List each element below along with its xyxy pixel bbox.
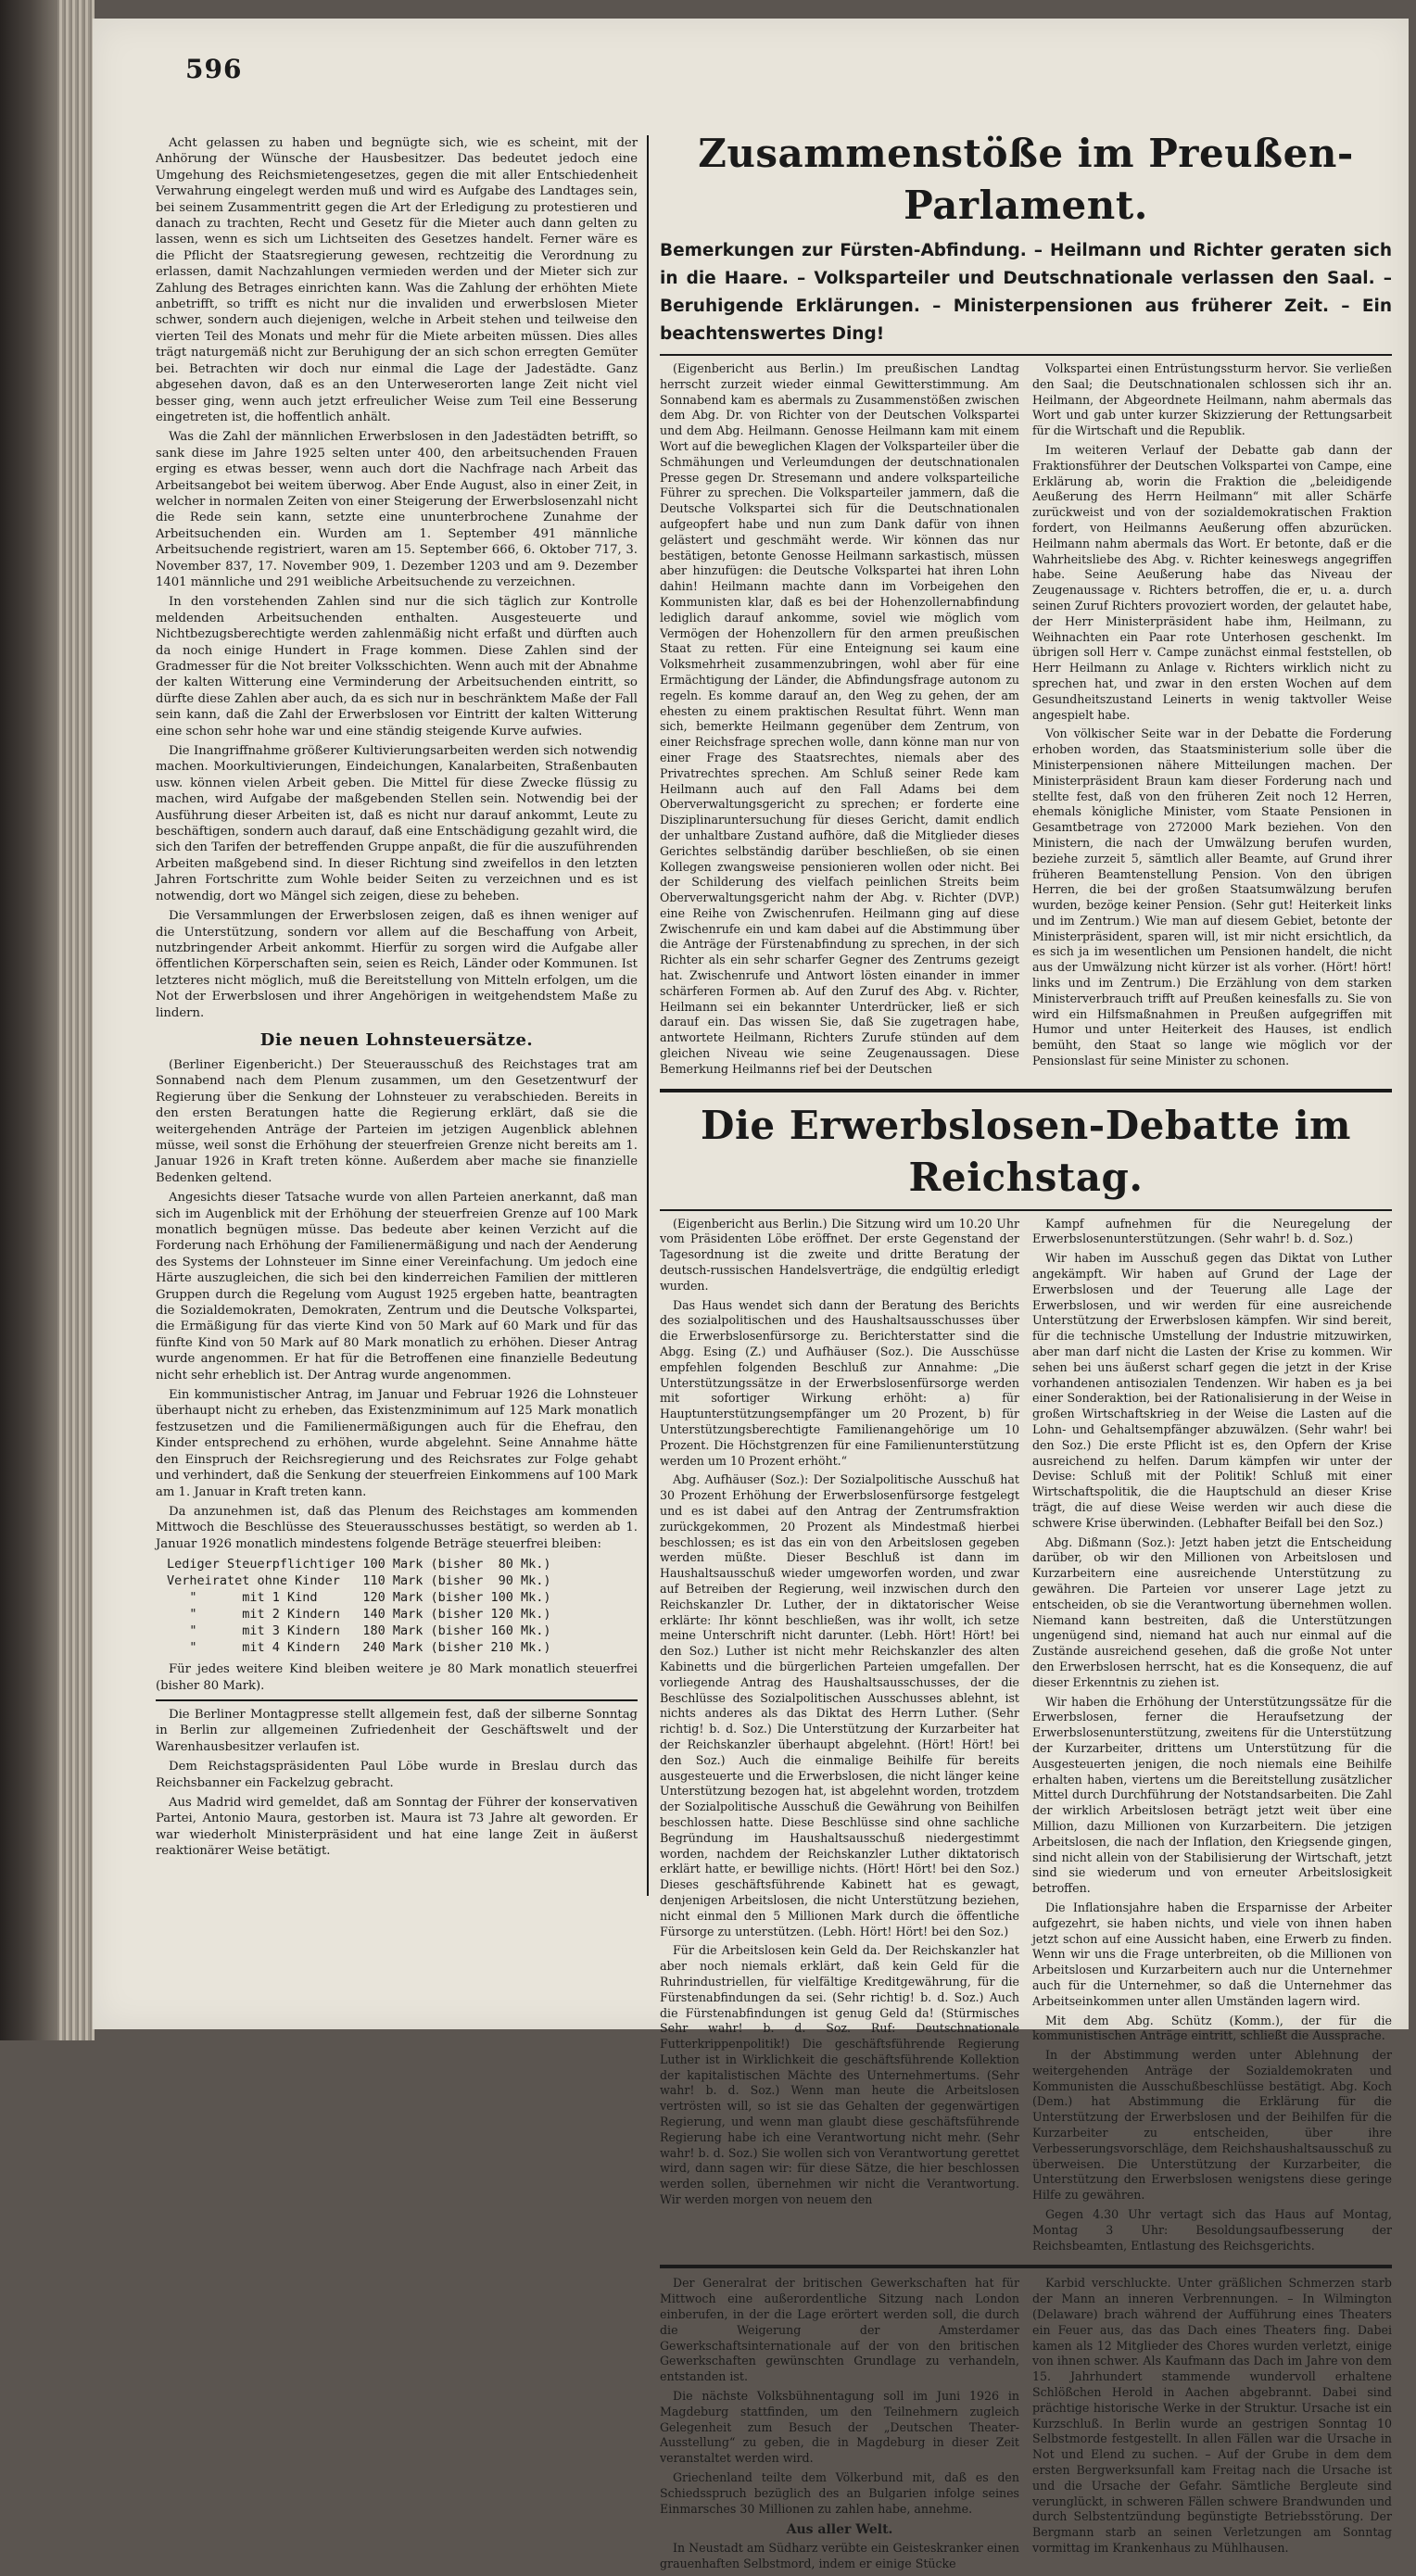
- paragraph: Für die Arbeitslosen kein Geld da. Der Reichskanzler hat aber noch niemals erklärt, daß kein Geld für die Ruhrindustriellen, für vielfältige Kreditgewährung, für die Fürstenabfindungen da sei. (Sehr richtig! b. d. Soz.) Auch die Fürstenabfindungen ist genug Geld da! (Stürmisches Sehr wahr! b. d. Soz. Ruf: Deutschnationale Futterkrippenpolitik!) Die geschäftsführende Regierung Luther ist in Wirklichkeit die geschäftsführende Kollektion der kapitalistischen Mächte des Unternehmertums. (Sehr wahr! b. d. Soz.) Wenn man heute die Arbeitslosen vertrösten will, so ist sie das Gehalten der gegenwärtigen Regierung, und wenn man glaubt diese geschäftsführende Regierung habe ich eine Verantwortung nicht mehr. (Sehr wahr! b. d. Soz.) Sie wollen sich von Verantwortung gerettet wird, dann sagen wir: für diese Sätze, die hier beschlossen werden sollen, übernehmen wir nicht die Verantwortung. Wir werden morgen von neuem den: [660, 1943, 1019, 2207]
- paragraph: (Eigenbericht aus Berlin.) Die Sitzung wird um 10.20 Uhr vom Präsidenten Löbe eröffnet. Der erste Gegenstand der Tagesordnung ist die zweite und dritte Beratung der deutsch-russischen Handelsverträge, die endgültig erledigt wurden.: [660, 1216, 1019, 1293]
- news-briefs: [660, 2276, 1392, 2576]
- paragraph: Da anzunehmen ist, daß das Plenum des Reichstages am kommenden Mittwoch die Beschlüsse des Steuerausschusses bestätigt, so werden ab 1. Januar 1926 monatlich mindestens folgende Beträge steuerfrei bleiben:: [156, 1504, 638, 1551]
- paragraph: Volkspartei einen Entrüstungssturm hervor. Sie verließen den Saal; die Deutschnationalen schlossen sich ihr an. Heilmann, der Abgeordnete Heilmann, nahm abermals das Wort und gab unter kurzer Skizzierung der Rettungsarbeit für die Wirtschaft und die Republik.: [1032, 361, 1392, 438]
- lohnsteuer-title: Die neuen Lohnsteuersätze.: [259, 1029, 534, 1050]
- tax-table-row: " mit 4 Kindern 240 Mark (bisher 210 Mk.): [167, 1640, 551, 1656]
- page-number: 596: [185, 54, 243, 84]
- tax-table: [167, 1556, 638, 1656]
- article-preussen-col1: [660, 361, 1019, 1081]
- news-briefs-col1: [660, 2276, 1019, 2576]
- tax-table-row: " mit 1 Kind 120 Mark (bisher 100 Mk.): [167, 1590, 551, 1606]
- news-briefs-col2: [1032, 2276, 1392, 2576]
- article-erwerbslose-col1: [660, 1217, 1019, 2258]
- news-item: Der Generalrat der britischen Gewerkschaften hat für Mittwoch eine außerordentliche Sitzung nach London einberufen, in der die Lage erörtert werden soll, die durch die Weigerung der Amsterdamer Gewerkschaftsinternationale auf der von den britischen Gewerkschaften gewünschten Grundlage zu verhandeln, entstanden ist.: [660, 2276, 1019, 2384]
- paragraph: Mit dem Abg. Schütz (Komm.), der für die kommunistischen Anträge eintritt, schließt die Aussprache.: [1032, 2013, 1392, 2043]
- paragraph: Die Inflationsjahre haben die Ersparnisse der Arbeiter aufgezehrt, sie haben nichts, und viele von ihnen haben jetzt schon auf eine Aussicht haben, eine Erwerb zu finden. Wenn wir uns die Frage unterbreiten, ob die Millionen von Arbeitslosen und Kurzarbeitern auch nur die Unternehmer auch für die Unternehmer, so daß die Unternehmer das Arbeitseinkommen unter allen Umständen lagern wird.: [1032, 1900, 1392, 2008]
- news-item: Die Berliner Montagpresse stellt allgemein fest, daß der silberne Sonntag in Berlin zur allgemeinen Zufriedenheit der Geschäftswelt und der Warenhausbesitzer verlaufen ist.: [156, 1707, 638, 1754]
- paragraph: In den vorstehenden Zahlen sind nur die sich täglich zur Kontrolle meldenden Arbeitsuchenden enthalten. Ausgesteuerte und Nichtbezugsberechtigte werden zahlenmäßig nicht erfaßt und dürften auch da noch einige Hundert in Frage kommen. Diese Zahlen sind der Gradmesser für die Not breiter Volksschichten. Wenn auch mit der Abnahme der kalten Witterung eine Verminderung der Arbeitsuchenden eintritt, so dürfte diese Zahlen aber auch, da es sich nur in beschränktem Maße der Fall sein kann, daß die Zahl der Erwerbslosen vor Eintritt der kalten Witterung eine schon sehr hohe war und eine ständig steigende Kurve aufwies.: [156, 595, 638, 739]
- tax-table-row: " mit 3 Kindern 180 Mark (bisher 160 Mk.): [167, 1623, 551, 1639]
- news-item: Karbid verschluckte. Unter gräßlichen Schmerzen starb der Mann an inneren Verbrennungen. – In Wilmington (Delaware) brach während der Aufführung eines Theaters ein Feuer aus, das das Dach eines Theaters fing. Dabei kamen als 12 Mitglieder des Chores wurden verletzt, einige von ihnen schwer. Als Kaufmann das Dach im Jahre von dem 15. Jahrhundert stammende wundervoll erhaltene Schlößchen Herold in Aachen abgebrannt. Dabei sind prächtige historische Werke in der Struktur. Ursache ist ein Kurzschluß. In Berlin wurde an gestrigen Sonntag 10 Selbstmorde festgestellt. In allen Fällen war die Ursache in Not und Elend zu suchen. – Auf der Grube in dem dem ersten Bergwerksunfall kam Freitag nach die Ursache ist und die Ursache der Gefahr. Sämtliche Bergleute sind verunglückt, in schweren Fällen schwere Brandwunden und durch Selbstentzündung begünstigte Betriebsstörung. Der Bergmann starb an seinen Verletzungen am Sonntag vormittag im Krankenhaus zu Mühlhausen.: [1032, 2276, 1392, 2555]
- article-preussen: [660, 361, 1392, 1081]
- news-item: Dem Reichstagspräsidenten Paul Löbe wurde in Breslau durch das Reichsbanner ein Fackelzug gebracht.: [156, 1760, 638, 1790]
- paragraph: Wir haben im Ausschuß gegen das Diktat von Luther angekämpft. Wir haben auf Grund der Lage der Erwerbslosen und der Teuerung alle Lage der Erwerbslosen, und wir werden für eine ausreichende Unterstützung der Erwerbslosen kämpfen. Wir sind bereit, für die technische Umstellung der Industrie mitzuwirken, aber man darf nicht die Lasten der Krise zu kommen. Wir sehen bei uns äußerst scharf gegen die jetzt in der Krise vorhandenen antisozialen Tendenzen. Wir haben es ja bei einer Sonderaktion, bei der Rationalisierung in der Weise in großen Wirtschaftskrieg in der Weise die Lasten auf die Lohn- und Gehaltsempfänger abzuwälzen. (Sehr wahr! bei den Soz.) Die erste Pflicht ist es, den Opfern der Krise ausreichend zu helfen. Darum kämpfen wir unter der Devise: Schluß mit der Politik! Schluß mit einer Wirtschaftspolitik, die die Hauptschuld an dieser Krise trägt, die auf diese Weise werden wir auch diese die schwere Krise überwinden. (Lebhafter Beifall bei den Soz.): [1032, 1251, 1392, 1530]
- aus-aller-welt-text: In Neustadt am Südharz verübte ein Geisteskranker einen grauenhaften Selbstmord, indem er einige Stücke: [660, 2541, 1019, 2571]
- paragraph: Die Versammlungen der Erwerbslosen zeigen, daß es ihnen weniger auf die Unterstützung, sondern vor allem auf die Beschaffung von Arbeit, nutzbringender Arbeit ankommt. Hierfür zu sorgen wird die Aufgabe aller öffentlichen Körperschaften sein, seien es Reich, Länder oder Kommunen. Ist letzteres nicht möglich, muß die Bereitstellung von Mitteln erfolgen, um die Not der Erwerbslosen und ihrer Angehörigen in weitgehendstem Maße zu lindern.: [156, 909, 638, 1020]
- book-binding: [0, 0, 57, 2040]
- paragraph: Acht gelassen zu haben und begnügte sich, wie es scheint, mit der Anhörung der Wünsche der Hausbesitzer. Das bedeutet jedoch eine Umgehung des Reichsmietengesetzes, gegen die mit aller Entschiedenheit Verwahrung eingelegt werden muß und wird es Aufgabe des Landtages sein, bei seinem Zusammentritt gegen die Art der Erledigung zu protestieren und danach zu trachten, Recht und Gesetz für die Mieter auch dann gelten zu lassen, wenn es sich um Lichtseiten des Gesetzes handelt. Ferner wäre es die Pflicht der Staatsregierung gewesen, rechtzeitig die Verordnung zu erlassen, damit Nachzahlungen vermieden werden und der Mieter sich zur Zahlung des Betrages einrichten kann. Was die Zahlung der erhöhten Miete anbetrifft, so trifft es nicht nur die invaliden und erwerbslosen Mieter schwer, sondern auch diejenigen, welche in Arbeit stehen und teilweise den vierten Teil des Monats und mehr für die Miete arbeiten müssen. Dies alles trägt naturgemäß nicht zur Beruhigung der an sich schon erregten Gemüter bei. Betrachten wir doch nur einmal die Lage der Jadestädte. Ganz abgesehen davon, daß es an den Unterweserorten lange Zeit nicht viel besser ging, wenn auch jetzt erfreulicher Weise zum Teil eine Besserung eingetreten ist, die hoffentlich anhält.: [156, 136, 638, 424]
- headline-preussen: Zusammenstöße im Preußen-Parlament.: [698, 131, 1354, 228]
- aus-aller-welt-title: Aus aller Welt.: [786, 2522, 893, 2538]
- column-rule: [647, 135, 649, 1896]
- page-edges: [57, 0, 95, 2040]
- paragraph: Das Haus wendet sich dann der Beratung des Berichts des sozialpolitischen und des Haushaltsausschusses über die Erwerbslosenfürsorge zu. Berichterstatter sind die Abgg. Esing (Z.) und Aufhäuser (Soz.). Die Ausschüsse empfehlen folgenden Beschluß zur Annahme: „Die Unterstützungssätze in der Erwerbslosenfürsorge werden mit sofortiger Wirkung erhöht: a) für Hauptunterstützungsempfänger um 20 Prozent, b) für Unterstützungsberechtigte Familienangehörige um 10 Prozent. Die Höchstgrenzen für eine Familienunterstützung werden um 10 Prozent erhöht.“: [660, 1297, 1019, 1468]
- tax-table-row: Lediger Steuerpflichtiger 100 Mark (bisher 80 Mk.): [167, 1557, 551, 1572]
- paragraph: (Eigenbericht aus Berlin.) Im preußischen Landtag herrscht zurzeit wieder einmal Gewitterstimmung. Am Sonnabend kam es abermals zu Zusammenstößen zwischen dem Abg. Dr. von Richter von der Deutschen Volkspartei und dem Abg. Heilmann. Genosse Heilmann kam mit einem Wort auf die beweglichen Klagen der Volksparteiler über die Schmähungen und Verleumdungen der deutschnationalen Presse gegen Dr. Stresemann und andere volksparteiliche Führer zu sprechen. Die Volksparteiler jammern, daß die Deutsche Volkspartei sich für die Deutschnationalen aufgeopfert habe und nun zum Dank dafür von ihnen gelästert und geschmäht werde. Wir können das nur bestätigen, betonte Genosse Heilmann sarkastisch, müssen aber hinzufügen: die Deutsche Volkspartei hat ihren Lohn dahin! Heilmann machte dann im Vorbeigehen den Kommunisten klar, daß es bei der Hohenzollernabfindung lediglich darauf ankomme, soviel wie möglich vom Vermögen der Hohenzollern für den armen preußischen Staat zu retten. Für eine Enteignung sei kaum eine Volksmehrheit zusammenzubringen, wohl aber für eine Ermächtigung der Länder, die Abfindungsfrage autonom zu regeln. Es komme darauf an, den Weg zu gehen, der am ehesten zu einem praktischen Resultat führt. Wenn man sich, bemerkte Heilmann gegenüber dem Zentrum, von einer Reichsfrage sprechen wolle, dann könne man nur von einer Frage des Staatsrechtes, niemals aber des Privatrechtes sprechen. Am Schluß seiner Rede kam Heilmann auch auf den Fall Adams bei dem Oberverwaltungsgericht zu sprechen; er forderte eine Disziplinaruntersuchung für dieses Gericht, damit endlich der unhaltbare Zustand aufhöre, daß die Mitglieder dieses Gerichtes selbständig darüber beschließen, ob sie einen Kollegen zwangsweise pensionieren wollen oder nicht. Bei der Schilderung des vielfach peinlichen Streits beim Oberverwaltungsgericht nahm der Abg. v. Richter (DVP.) eine Reihe von Zwischenrufen. Heilmann ging auf diese Zwischenrufe ein und kam dabei auf die Abstimmung über die Anträge der Fürstenabfindung zu sprechen, in der sich Richter als ein sehr scharfer Gegner des Zentrums gezeigt hat. Zwischenrufe und Antwort lösten einander in immer schärferen Formen ab. Auf den Zuruf des Abg. v. Richter, Heilmann sei ein bekannter Unterdrücker, ließ er sich darauf ein. Das wissen Sie, daß Sie zugetragen habe, antwortete Heilmann, Richters Zurufe stünden auf dem gleichen Niveau wie seine Zeugenaussagen. Diese Bemerkung Heilmanns rief bei der Deutschen: [660, 361, 1019, 1076]
- newspaper-page: [93, 19, 1409, 2571]
- paragraph: Abg. Aufhäuser (Soz.): Der Sozialpolitische Ausschuß hat 30 Prozent Erhöhung der Erwerbslosenfürsorge festgelegt und es ist dabei auf den Antrag der Zentrumsfraktion zurückgekommen, 20 Prozent als Mindestmaß hierbei beschlossen; es ist das ein von den Arbeitslosen gegeben werden müßte. Dieser Beschluß ist dann im Haushaltsausschuß wieder umgeworfen worden, und zwar auf Betreiben der Regierung, weil inzwischen durch den Reichskanzler Dr. Luther, der in diktatorischer Weise erklärte: Ihr könnt beschließen, was ihr wollt, ich setze meine Unterschrift nicht darunter. (Lebh. Hört! Hört! bei den Soz.) Luther ist nicht mehr Reichskanzler des alten Kabinetts und die bürgerlichen Parteien umgefallen. Der vorliegende Antrag des Haushaltsausschusses, der die Beschlüsse des Sozialpolitischen Ausschusses ablehnt, ist nichts anderes als das Diktat des Herrn Luther. (Sehr richtig! b. d. Soz.) Die Unterstützung der Kurzarbeiter hat der Reichskanzler überhaupt abgelehnt. (Hört! Hört! bei den Soz.) Auch die einmalige Beihilfe für bereits ausgesteuerte und die Erwerbslosen, die nicht länger keine Unterstützung bezogen hat, ist abgelehnt worden, trotzdem der Sozialpolitische Ausschuß die Gewährung von Beihilfen beschlossen hatte. Diese Beschlüsse sind ohne sachliche Begründung im Haushaltsausschuß niedergestimmt worden, nachdem der Reichskanzler Luther diktatorisch erklärt hatte, er bewillige nichts. (Hört! Hört! bei den Soz.) Dieses geschäftsführende Kabinett hat es gewagt, denjenigen Arbeitslosen, die nicht Unterstützung beziehen, nicht einmal den 5 Millionen Mark durch die öffentliche Fürsorge zu unterstützen. (Lebh. Hört! Hört! bei den Soz.): [660, 1472, 1019, 1938]
- paragraph: Angesichts dieser Tatsache wurde von allen Parteien anerkannt, daß man sich im Augenblick mit der Erhöhung der steuerfreien Grenze auf 100 Mark monatlich begnügen müsse. Das bedeute aber keinen Verzicht auf die Forderung nach Erhöhung der Familienermäßigung und nach der Aenderung des Systems der Lohnsteuer im Sinne einer Vereinfachung. Um jedoch eine Härte auszugleichen, die sich bei den kinderreichen Familien der mittleren Gruppen durch die Regelung vom August 1925 ergeben hatte, beantragten die Sozialdemokraten, Demokraten, Zentrum und die Deutsche Volkspartei, die Ermäßigung für das vierte Kind von 50 Mark auf 60 Mark und für das fünfte Kind von 50 Mark auf 80 Mark monatlich zu erhöhen. Dieser Antrag wurde angenommen. Er hat für die Betroffenen eine finanzielle Bedeutung nicht sehr erheblich ist. Der Antrag wurde angenommen.: [156, 1191, 638, 1383]
- divider: [660, 354, 1392, 356]
- paragraph: Ein kommunistischer Antrag, im Januar und Februar 1926 die Lohnsteuer überhaupt nicht zu erheben, das Existenzminimum auf 125 Mark monatlich festzusetzen und die Familienermäßigungen auch für die Ehefrau, den Kinder entsprechend zu erhöhen, wurde abgelehnt. Seine Annahme hätte den Einspruch der Reichsregierung und des Reichsrates zur Folge gehabt und verhindert, daß die Senkung der steuerfreien Einkommens auf 100 Mark am 1. Januar in Kraft treten kann.: [156, 1388, 638, 1499]
- divider: [660, 1089, 1392, 1092]
- article-preussen-col2: [1032, 361, 1392, 1081]
- left-column: [156, 135, 638, 1863]
- paragraph: (Berliner Eigenbericht.) Der Steuerausschuß des Reichstages trat am Sonnabend nach dem Plenum zusammen, um den Gesetzentwurf der Regierung über die Senkung der Lohnsteuer zu verabschieden. Bereits in den ersten Beratungen hatte die Regierung erklärt, daß sie die weitergehenden Anträge der Parteien im jetzigen Augenblick ablehnen müsse, weil sonst die Erhöhung der steuerfreien Grenze nicht bereits am 1. Januar 1926 in Kraft treten könne. Außerdem aber mache sie finanzielle Bedenken geltend.: [156, 1057, 638, 1185]
- paragraph: Die Inangriffnahme größerer Kultivierungsarbeiten werden sich notwendig machen. Moorkultivierungen, Eindeichungen, Kanalarbeiten, Straßenbauten usw. können vielen Arbeit geben. Die Mittel für diese Zwecke flüssig zu machen, wird Aufgabe der maßgebenden Stellen sein. Notwendig bei der Ausführung dieser Arbeiten ist, daß es nicht nur darauf ankommt, Leute zu beschäftigen, sondern auch darauf, daß eine Entschädigung gezahlt wird, die sich den Tarifen der betreffenden Gruppe anpaßt, die für die auszuführenden Arbeiten maßgebend sind. In dieser Richtung sind zweifellos in den letzten Jahren Fortschritte zum Wohle beider Seiten zu verzeichnen und es ist notwendig, dort wo Mängel sich zeigen, diese zu beheben.: [156, 744, 638, 903]
- paragraph: Abg. Dißmann (Soz.): Jetzt haben jetzt die Entscheidung darüber, ob wir den Millionen von Arbeitslosen und Kurzarbeitern eine ausreichende Unterstützung zu gewähren. Die Parteien vor unserer Lage jetzt zu entscheiden, ob sie die Verantwortung übernehmen wollen. Niemand kann bestreiten, daß die Unterstützungen ungenügend sind, niemand hat auch nur einmal auf die Zustände ausreichend gesehen, daß die große Not unter den Erwerbslosen herrscht, hat es die Konsequenz, die auf dieser Erkenntnis zu ziehen ist.: [1032, 1534, 1392, 1689]
- divider: [660, 1209, 1392, 1211]
- news-item: Aus Madrid wird gemeldet, daß am Sonntag der Führer der konservativen Partei, Antonio Maura, gestorben ist. Maura ist 73 Jahre alt geworden. Er war wiederholt Ministerpräsident und hat eine lange Zeit in äußerst reaktionärer Weise betätigt.: [156, 1795, 638, 1859]
- short-news: [156, 1707, 638, 1860]
- subheadline-preussen: Bemerkungen zur Fürsten-Abfindung. – Heilmann und Richter geraten sich in die Haare. – Volksparteiler und Deutschnationale verlassen den Saal. – Beruhigende Erklärungen. – Ministerpensionen aus früherer Zeit. – Ein beachtenswertes Ding!: [660, 241, 1392, 344]
- paragraph: Wir haben die Erhöhung der Unterstützungssätze für die Erwerbslosen, ferner die Heraufsetzung der Erwerbslosenunterstützung, zweitens für die Unterstützung der Kurzarbeiter, drittens um Unterstützung für die Ausgesteuerten jenigen, die noch niemals eine Beihilfe erhalten haben, viertens um die Bereitstellung zusätzlicher Mittel durch Durchführung der Notstandsarbeiten. Die Zahl der wirklich Arbeitslosen beträgt jetzt weit über eine Million, dazu Millionen von Kurzarbeitern. Die jetzigen Arbeitslosen, die nach der Inflation, den Kriegsende gingen, sind nicht allein von der Stabilisierung der Wirtschaft, jetzt sind sie wiederum und von erneuter Arbeitslosigkeit betroffen.: [1032, 1694, 1392, 1896]
- after-table-text: Für jedes weitere Kind bleiben weitere je 80 Mark monatlich steuerfrei (bisher 80 Mark).: [156, 1662, 638, 1693]
- right-section: [660, 128, 1392, 2576]
- paragraph: Was die Zahl der männlichen Erwerbslosen in den Jadestädten betrifft, so sank diese im Jahre 1925 selten unter 400, den arbeitsuchenden Frauen erging es etwas besser, wenn auch dort die Nachfrage nach Arbeit das Arbeitsangebot bei weitem überwog. Aber Ende August, also in einer Zeit, in welcher in normalen Zeiten von einer Steigerung der Erwerbslosenzahl nicht die Rede sein kann, setzte eine ununterbrochene Zunahme der Arbeitsuchenden ein. Wurden am 1. September 491 männliche Arbeitsuchende registriert, waren am 15. September 666, 6. Oktober 717, 3. November 837, 17. November 909, 1. Dezember 1203 und am 9. Dezember 1401 männliche und 291 weibliche Arbeitsuchende zu verzeichnen.: [156, 430, 638, 589]
- tax-table-row: " mit 2 Kindern 140 Mark (bisher 120 Mk.): [167, 1607, 551, 1623]
- divider: [156, 1699, 638, 1701]
- headline-erwerbslose: Die Erwerbslosen-Debatte im Reichstag.: [701, 1102, 1351, 1200]
- paragraph: Im weiteren Verlauf der Debatte gab dann der Fraktionsführer der Deutschen Volkspartei von Campe, eine Erklärung ab, worin die Fraktion die „beleidigende Aeußerung des Herrn Heilmann“ mit aller Schärfe zurückweist und von der sozialdemokratischen Fraktion fordert, von Heilmanns Aeußerung offen abzurücken. Heilmann nahm abermals das Wort. Er betonte, daß er die Wahrheitsliebe des Abg. v. Richter keineswegs angegriffen habe. Seine Aeußerung habe das Niveau der Zeugenaussage v. Richters betroffen, die er, u. a. durch seinen Zuruf Richters provoziert worden, der gelautet habe, der Herr Ministerpräsident habe ihm, Heilmann, zu Weihnachten ein Paar rote Unterhosen geschenkt. Im übrigen soll Herr v. Campe zunächst einmal feststellen, ob Herr Heilmann zu Anlage v. Richters wirklich nicht zu sprechen hat, und zwar in den ersten Wochen auf dem Gesundheitszustand Leinerts in wenig taktvoller Weise angespielt habe.: [1032, 442, 1392, 722]
- paragraph: In der Abstimmung werden unter Ablehnung der weitergehenden Anträge der Sozialdemokraten und Kommunisten die Ausschußbeschlüsse bestätigt. Abg. Koch (Dem.) hat Abstimmung die Erklärung für die Unterstützung der Erwerbslosen und der Beihilfen für die Kurzarbeiter zu entscheiden, über ihre Verbesserungsvorschläge, dem Reichshaushaltsausschuß zu überweisen. Die Unterstützung der Kurzarbeiter, die Unterstützung den Erwerbslosen wenigstens diese geringe Hilfe zu gewähren.: [1032, 2048, 1392, 2203]
- article-erwerbslose: [660, 1217, 1392, 2258]
- left-article: [156, 135, 638, 1021]
- paragraph: Kampf aufnehmen für die Neuregelung der Erwerbslosenunterstützungen. (Sehr wahr! b. d. Soz.): [1032, 1216, 1392, 1246]
- tax-table-row: Verheiratet ohne Kinder 110 Mark (bisher 90 Mk.): [167, 1573, 551, 1589]
- paragraph: Von völkischer Seite war in der Debatte die Forderung erhoben worden, das Staatsministerium solle über die Ministerpensionen nähere Mitteilungen machen. Der Ministerpräsident Braun kam dieser Forderung nach und stellte fest, daß von den früheren Zeit noch 12 Herren, ehemals königliche Minister, vom Staate Pensionen in Gesamtbetrage von 272000 Mark beziehen. Von den Ministern, die nach der Umwälzung berufen wurden, beziehe zurzeit 5, sämtlich aller Beamte, auf Grund ihrer früheren Beamtenstellung Pension. Von den übrigen Herren, die bei der großen Staatsumwälzung berufen wurden, bezöge keiner Pension. (Sehr gut! Heiterkeit links und im Zentrum.) Wie man auf diesem Gebiet, betonte der Ministerpräsident, sparen will, ist mir nicht ersichtlich, da es sich ja im wesentlichen um Pensionen handelt, die nicht aus der Umwälzung nicht kürzer ist als vorher. (Hört! hört! links und im Zentrum.) Die Erzählung von dem starken Ministerverbrauch trifft auf Preußen keinesfalls zu. Sie von wird ein Hilfsmaßnahmen in Preußen aufgegriffen mit Humor und unter Heiterkeit des Hauses, ist endlich bemüht, den Staat so lange wie möglich vor der Pensionslast für seine Minister zu schonen.: [1032, 726, 1392, 1068]
- lohnsteuer-article: [156, 1057, 638, 1552]
- paragraph: Gegen 4.30 Uhr vertagt sich das Haus auf Montag, Montag 3 Uhr: Besoldungsaufbesserung der Reichsbeamten, Entlastung des Reichsgerichts.: [1032, 2207, 1392, 2253]
- news-item: Griechenland teilte dem Völkerbund mit, daß es den Schiedsspruch bezüglich des an Bulgarien infolge seines Einmarsches 30 Millionen zu zahlen habe, annehme.: [660, 2470, 1019, 2516]
- news-item: Die nächste Volksbühnentagung soll im Juni 1926 in Magdeburg stattfinden, um den Teilnehmern zugleich Gelegenheit zum Besuch der „Deutschen Theater-Ausstellung“ zu geben, die in Magdeburg in dieser Zeit veranstaltet werden wird.: [660, 2389, 1019, 2466]
- article-erwerbslose-col2: [1032, 1217, 1392, 2258]
- divider: [660, 2265, 1392, 2268]
